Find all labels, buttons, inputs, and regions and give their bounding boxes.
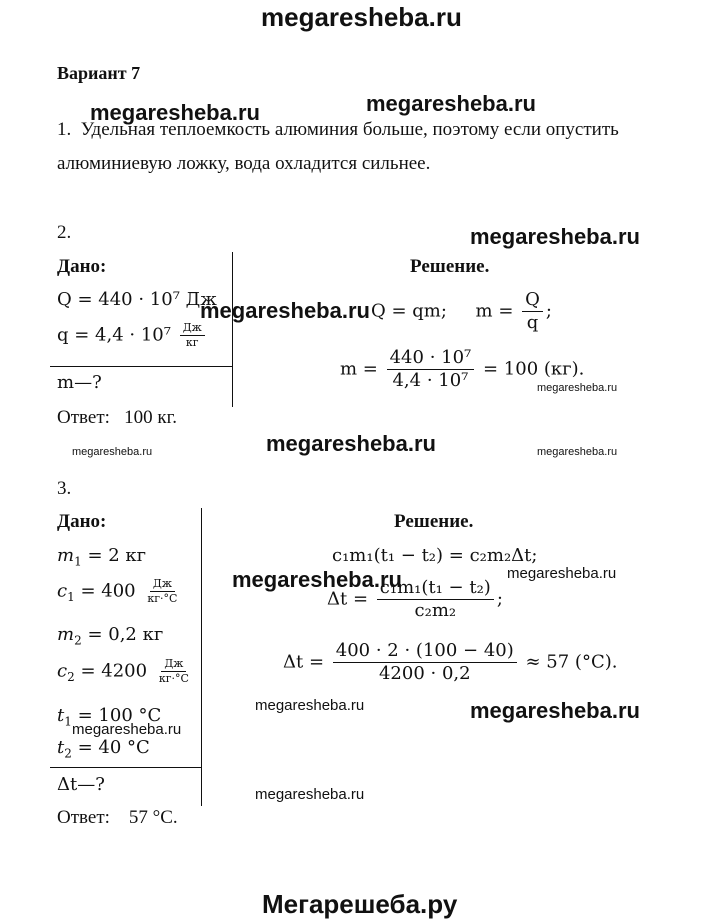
bottom-watermark: Мегарешеба.ру: [262, 889, 458, 919]
watermark: megaresheba.ru: [266, 431, 436, 456]
task3-c2-unit-num: Дж: [161, 658, 186, 672]
task3-given-m2: $m_2 = 0,2$ кг: [57, 624, 164, 648]
task3-answer-value: 57 °С.: [128, 807, 178, 828]
task3-m1-value: = 2 кг: [87, 545, 147, 566]
task2-answer-value: 100 кг.: [124, 407, 178, 428]
task2-calc-right: = 100 (кг).: [483, 358, 585, 380]
task3-vertical-divider: [201, 508, 202, 806]
task3-calculation: [283, 641, 617, 684]
task2-q-unit-den: кг: [185, 336, 199, 350]
task3-given-m1: $m_1 = 2$ кг: [57, 545, 147, 569]
task2-calc-den: 4,4 · 10⁷: [392, 369, 469, 391]
task3-c2-value: = 4200: [80, 660, 148, 682]
task3-given-t1: $t_1 = 100$ °С: [57, 705, 162, 729]
task3-horizontal-divider: [50, 767, 202, 768]
task1-text-line2: алюминиевую ложку, вода охладится сильнее.: [57, 153, 431, 174]
task3-eq2-left: Δt =: [327, 588, 369, 610]
task3-t1-value: = 100 °С: [77, 705, 162, 726]
task2-given-q: [57, 322, 208, 349]
task2-formula: Q = qm; m = $\frac{Q}{q}$ ;: [371, 289, 552, 333]
task3-c1-unit-num: Дж: [150, 578, 175, 592]
task2-calc-fraction: [387, 348, 475, 391]
task2-formula2-fraction: [522, 290, 543, 333]
task3-given-t2: $t_2 = 40$ °С: [57, 737, 150, 761]
task2-q-unit: [180, 322, 205, 349]
task3-given-c2: $c_2 = 4200$ $\frac{Дж}{кг\cdot^\circ С}$: [57, 658, 195, 685]
task3-eq2-fraction: [377, 578, 494, 621]
task3-m2-value: = 0,2 кг: [87, 624, 164, 645]
task3-calc-right: ≈ 57 (°С).: [525, 651, 618, 673]
task3-c1-unit: [144, 578, 180, 605]
top-watermark: megaresheba.ru: [261, 2, 462, 32]
variant-title: Вариант 7: [57, 63, 141, 83]
task3-number: 3.: [57, 478, 72, 499]
task2-calc-left: m =: [340, 358, 378, 380]
task2-calc-num: 440 · 10⁷: [387, 348, 475, 370]
task2-given-Q: Q = 440 · 10⁷ Дж: [57, 289, 217, 310]
watermark: megaresheba.ru: [537, 446, 618, 458]
task1-line1: [57, 119, 619, 141]
task2-q-unit-num: Дж: [180, 322, 205, 336]
task3-eq2-num: c₁m₁(t₁ − t₂): [377, 578, 494, 600]
watermark: megaresheba.ru: [90, 100, 260, 125]
watermark: megaresheba.ru: [200, 298, 370, 323]
task3-c2-unit-den: кг·°С: [158, 672, 189, 686]
task1-text-line1: Удельная теплоемкость алюминия больше, поэтому если опустить: [80, 119, 619, 140]
task3-c1-unit-den: кг·°С: [147, 592, 178, 606]
task3-c1-value: = 400: [80, 580, 136, 602]
task2-given-q-value: q = 4,4 · 10⁷: [57, 324, 171, 346]
task2-given-label: Дано:: [57, 256, 107, 277]
task1-number: 1.: [57, 119, 72, 140]
task2-vertical-divider: [232, 252, 233, 407]
task3-given-c1: $c_1 = 400$ $\frac{Дж}{кг\cdot^\circ С}$: [57, 578, 183, 605]
task3-eq2-den: c₂m₂: [414, 599, 457, 621]
task2-solution-label: Решение.: [410, 256, 490, 277]
task3-c2-unit: [156, 658, 192, 685]
task2-answer-label: Ответ:: [57, 407, 110, 428]
watermark: megaresheba.ru: [366, 91, 536, 116]
task2-formula1: Q = qm;: [371, 300, 447, 322]
watermark: megaresheba.ru: [72, 721, 182, 738]
task3-equation2: Δt = $\frac{\text{c₁m₁(t₁ − t₂)}}{\text{c₂m₂}}$ ;: [327, 577, 503, 621]
watermark: megaresheba.ru: [232, 567, 402, 592]
watermark: megaresheba.ru: [255, 697, 365, 714]
task3-find: Δt—?: [57, 774, 105, 795]
task3-answer: [57, 807, 178, 829]
task2-number: 2.: [57, 222, 72, 243]
watermark: megaresheba.ru: [470, 698, 640, 723]
watermark: megaresheba.ru: [537, 382, 618, 394]
watermark: megaresheba.ru: [255, 786, 365, 803]
task3-t2-value: = 40 °С: [77, 737, 150, 758]
task3-calc-den: 4200 · 0,2: [378, 662, 471, 684]
task2-answer: [57, 407, 177, 429]
task2-horizontal-divider: [50, 366, 233, 367]
task3-equation1: c₁m₁(t₁ − t₂) = c₂m₂Δt;: [332, 545, 538, 566]
task2-formula2-den: q: [526, 311, 539, 333]
watermark: megaresheba.ru: [72, 446, 153, 458]
task3-calc-left: Δt =: [283, 651, 325, 673]
task2-formula2-num: Q: [522, 290, 543, 312]
task3-calc-fraction: [333, 641, 517, 684]
watermark: megaresheba.ru: [507, 565, 617, 582]
watermark: megaresheba.ru: [470, 224, 640, 249]
task3-answer-label: Ответ:: [57, 807, 110, 828]
task3-calc-num: 400 · 2 · (100 − 40): [333, 641, 517, 663]
task2-formula2-left: m =: [475, 300, 514, 322]
task3-solution-label: Решение.: [394, 511, 474, 532]
task3-given-label: Дано:: [57, 511, 107, 532]
task2-find: m—?: [57, 372, 102, 393]
